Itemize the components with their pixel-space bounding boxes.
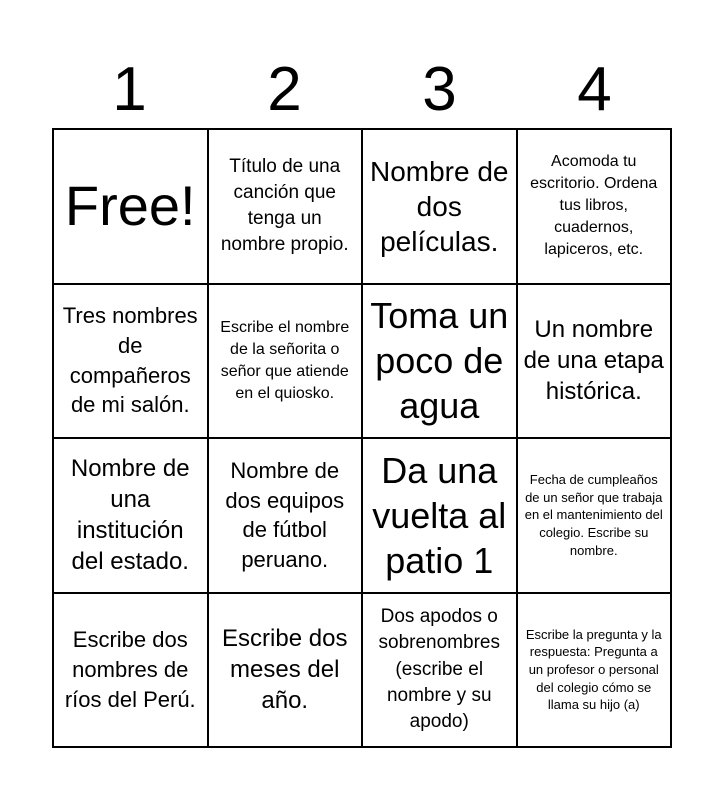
bingo-cell[interactable] xyxy=(362,438,517,593)
bingo-cell[interactable] xyxy=(208,438,363,593)
cell-text: Nombre de una institución del estado. xyxy=(70,454,190,576)
bingo-cell[interactable] xyxy=(208,284,363,439)
bingo-cell-free[interactable] xyxy=(53,129,208,284)
cell-text: Toma un poco de agua xyxy=(370,295,509,427)
cell-text: Free! xyxy=(64,174,196,238)
bingo-cell[interactable] xyxy=(53,593,208,748)
column-number-2: 2 xyxy=(267,55,302,124)
bingo-cell[interactable] xyxy=(517,438,672,593)
bingo-cell[interactable] xyxy=(517,284,672,439)
cell-text: Nombre de dos equipos de fútbol peruano. xyxy=(225,457,345,572)
cell-text: Escribe el nombre de la señorita o señor que atiende en el quiosko. xyxy=(220,318,350,402)
cell-text: Escribe dos nombres de ríos del Perú. xyxy=(64,627,196,712)
cell-text: Escribe dos meses del año. xyxy=(222,624,348,715)
cell-text: Acomoda tu escritorio. Ordena tus libros, cuadernos, lapiceros, etc. xyxy=(530,153,658,259)
cell-text: Nombre de dos películas. xyxy=(369,155,509,257)
bingo-cell[interactable] xyxy=(53,284,208,439)
cell-text: Da una vuelta al patio 1 xyxy=(372,449,507,581)
bingo-header xyxy=(52,52,672,128)
bingo-cell[interactable] xyxy=(208,593,363,748)
cell-text: Dos apodos o sobrenombres (escribe el nombre y su apodo) xyxy=(378,606,500,733)
bingo-cell[interactable] xyxy=(362,284,517,439)
column-number-4: 4 xyxy=(577,55,612,124)
cell-text: Tres nombres de compañeros de mi salón. xyxy=(62,303,198,418)
cell-text: Título de una canción que tenga un nombre propio. xyxy=(220,155,349,256)
column-number-3: 3 xyxy=(422,55,457,124)
bingo-cell[interactable] xyxy=(362,129,517,284)
cell-text: Un nombre de una etapa histórica. xyxy=(523,315,664,406)
bingo-cell[interactable] xyxy=(517,593,672,748)
bingo-cell[interactable] xyxy=(208,129,363,284)
cell-text: Escribe la pregunta y la respuesta: Pregunta a un profesor o personal del colegio cómo se llama su hijo (a) xyxy=(525,626,662,713)
bingo-card xyxy=(52,128,672,748)
cell-text: Fecha de cumpleaños de un señor que trabaja en el mantenimiento del colegio. Escribe su nombre. xyxy=(524,472,663,558)
column-number-1: 1 xyxy=(112,55,147,124)
bingo-cell[interactable] xyxy=(517,129,672,284)
bingo-cell[interactable] xyxy=(362,593,517,748)
bingo-cell[interactable] xyxy=(53,438,208,593)
